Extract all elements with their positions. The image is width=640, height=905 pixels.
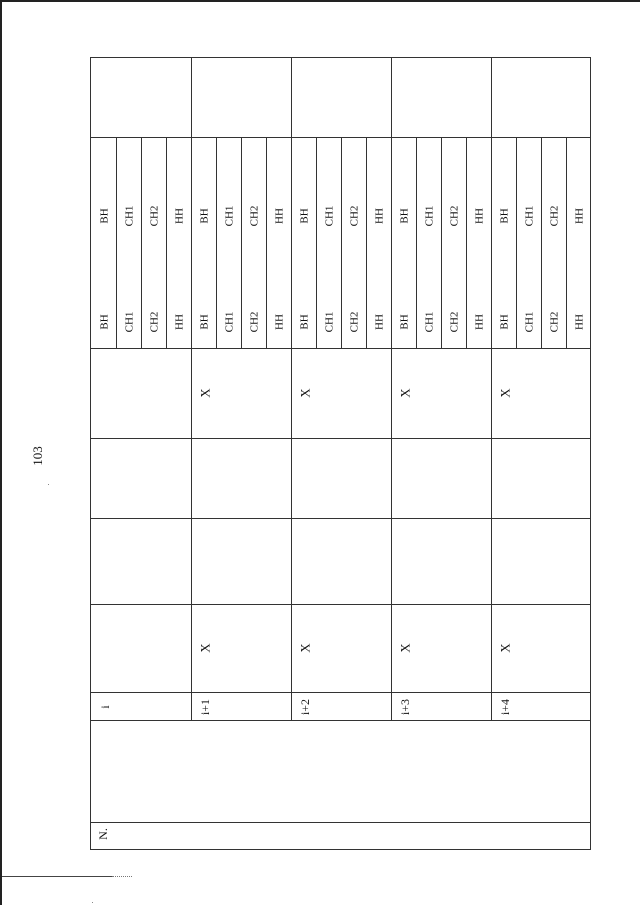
band-separator xyxy=(391,57,392,720)
phase-code: HH xyxy=(573,314,585,330)
selection-mark: X xyxy=(297,388,313,398)
selection-mark: X xyxy=(397,643,413,653)
phase-code: CH2 xyxy=(248,205,260,227)
phase-code: CH1 xyxy=(123,311,135,333)
footer-rule-dotted xyxy=(112,876,132,877)
phase-code: BH xyxy=(498,314,510,330)
phase-code: CH2 xyxy=(448,205,460,227)
label-row-top xyxy=(90,692,590,693)
phase-code: HH xyxy=(273,208,285,224)
sub-column-line xyxy=(566,137,567,348)
phase-code: CH2 xyxy=(448,311,460,333)
selection-mark: X xyxy=(197,643,213,653)
phase-code: CH2 xyxy=(548,205,560,227)
phase-code: HH xyxy=(373,314,385,330)
sub-column-line xyxy=(241,137,242,348)
phase-code: BH xyxy=(398,208,410,224)
phase-code: BH xyxy=(498,208,510,224)
sub-column-line xyxy=(416,137,417,348)
row-label: i+2 xyxy=(298,698,312,716)
phase-code: BH xyxy=(298,314,310,330)
phase-code: BH xyxy=(98,208,110,224)
phase-code: CH2 xyxy=(348,311,360,333)
selection-mark: X xyxy=(497,643,513,653)
selection-mark: X xyxy=(497,388,513,398)
sub-column-line xyxy=(166,137,167,348)
selection-mark: X xyxy=(197,388,213,398)
row-label: i xyxy=(98,705,112,709)
page-frame-left xyxy=(0,0,2,905)
phase-code: CH1 xyxy=(223,205,235,227)
sub-column-line xyxy=(116,137,117,348)
phase-code: BH xyxy=(198,208,210,224)
legend-row-line xyxy=(90,822,590,823)
sub-column-line xyxy=(516,137,517,348)
phase-code: HH xyxy=(273,314,285,330)
phase-code: CH1 xyxy=(323,311,335,333)
phase-code: CH2 xyxy=(148,205,160,227)
sub-column-line xyxy=(441,137,442,348)
phase-code: CH1 xyxy=(123,205,135,227)
phase-code: CH2 xyxy=(348,205,360,227)
sub-column-line xyxy=(266,137,267,348)
table-border-right xyxy=(590,57,591,849)
phase-code: BH xyxy=(98,314,110,330)
footer-rule xyxy=(2,876,112,877)
phase-code: CH1 xyxy=(323,205,335,227)
band-separator xyxy=(291,57,292,720)
phase-code: BH xyxy=(298,208,310,224)
cell-line xyxy=(90,438,590,439)
phase-code: HH xyxy=(473,208,485,224)
phase-code: HH xyxy=(573,208,585,224)
phase-code: BH xyxy=(198,314,210,330)
phase-code: CH1 xyxy=(523,205,535,227)
page-frame-top xyxy=(0,0,640,2)
selection-mark: X xyxy=(297,643,313,653)
sub-column-line xyxy=(466,137,467,348)
phase-code: HH xyxy=(473,314,485,330)
band-separator xyxy=(191,57,192,720)
row-label: i+1 xyxy=(198,698,212,716)
sub-column-line xyxy=(216,137,217,348)
sub-column-line xyxy=(541,137,542,348)
row-label: i+4 xyxy=(498,698,512,716)
sub-column-line xyxy=(316,137,317,348)
phase-code: HH xyxy=(173,208,185,224)
phase-code: CH2 xyxy=(148,311,160,333)
phase-code: CH2 xyxy=(548,311,560,333)
band-separator xyxy=(491,57,492,720)
selection-mark: X xyxy=(397,388,413,398)
sub-column-line xyxy=(141,137,142,348)
page-number: 103 xyxy=(30,446,45,466)
label-row-bottom xyxy=(90,720,590,721)
header-line xyxy=(90,137,590,138)
cell-line xyxy=(90,518,590,519)
phase-code: CH1 xyxy=(423,205,435,227)
scan-speck xyxy=(48,484,49,485)
phase-code: CH1 xyxy=(223,311,235,333)
phase-code: HH xyxy=(373,208,385,224)
row-label: i+3 xyxy=(398,698,412,716)
table-border-bottom xyxy=(90,849,591,850)
table-border-left xyxy=(90,57,91,849)
phase-code: HH xyxy=(173,314,185,330)
phase-code: CH1 xyxy=(423,311,435,333)
sub-column-line xyxy=(341,137,342,348)
phase-code: CH1 xyxy=(523,311,535,333)
scan-speck xyxy=(92,902,93,903)
cell-line xyxy=(90,604,590,605)
codes-end-line xyxy=(90,348,590,349)
sub-column-line xyxy=(366,137,367,348)
table-legend: N. xyxy=(96,828,110,840)
table-border-top xyxy=(90,57,590,58)
phase-code: CH2 xyxy=(248,311,260,333)
phase-code: BH xyxy=(398,314,410,330)
